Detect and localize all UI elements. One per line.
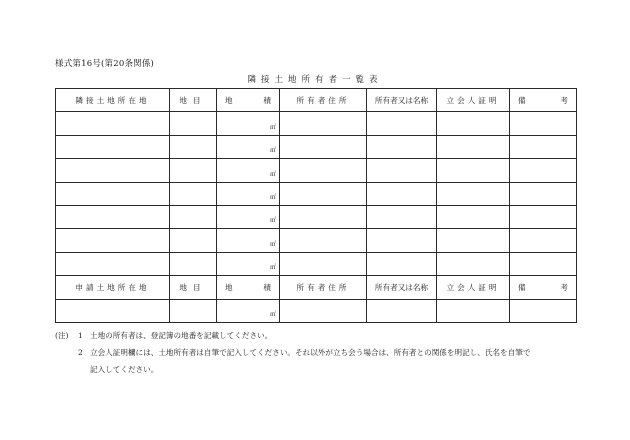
note-continuation: 記入してください。	[90, 365, 159, 374]
cell-witness[interactable]	[437, 182, 510, 205]
cell-land-category[interactable]	[170, 159, 217, 182]
header-land-category: 地目	[170, 276, 217, 299]
cell-witness[interactable]	[437, 205, 510, 228]
cell-witness[interactable]	[437, 159, 510, 182]
cell-area[interactable]	[217, 252, 280, 275]
cell-owner-name[interactable]	[367, 252, 437, 275]
cell-owner-address[interactable]	[280, 205, 367, 228]
header-remarks-char1: 備	[518, 95, 526, 105]
document-title: 隣接土地所有者一覧表	[247, 75, 383, 85]
cell-witness[interactable]	[437, 299, 510, 322]
table-row	[56, 135, 577, 158]
header-witness-certification: 立会人証明	[437, 276, 510, 299]
cell-witness[interactable]	[437, 229, 510, 252]
cell-area[interactable]	[217, 229, 280, 252]
cell-owner-name[interactable]	[367, 229, 437, 252]
cell-area[interactable]	[217, 159, 280, 182]
cell-remarks[interactable]	[510, 252, 577, 275]
cell-land-category[interactable]	[170, 135, 217, 158]
cell-land-category[interactable]	[170, 252, 217, 275]
header-area-char2: 積	[263, 95, 271, 105]
area-unit: ㎡	[269, 170, 276, 178]
cell-witness[interactable]	[437, 112, 510, 135]
header-owner-address: 所有者住所	[280, 89, 367, 112]
table-row	[56, 205, 577, 228]
cell-remarks[interactable]	[510, 229, 577, 252]
cell-area[interactable]	[217, 182, 280, 205]
note-number: 1	[78, 331, 83, 340]
header-owner-name: 所有者又は名称	[367, 276, 437, 299]
header-area-char1: 地	[225, 282, 233, 292]
note-number: 2	[78, 348, 83, 357]
cell-location[interactable]	[56, 112, 170, 135]
header-area	[217, 89, 280, 112]
cell-remarks[interactable]	[510, 135, 577, 158]
cell-owner-name[interactable]	[367, 112, 437, 135]
cell-location[interactable]	[56, 159, 170, 182]
header-owner-name: 所有者又は名称	[367, 89, 437, 112]
cell-land-category[interactable]	[170, 299, 217, 322]
cell-owner-address[interactable]	[280, 182, 367, 205]
table-row	[56, 159, 577, 182]
area-unit: ㎡	[269, 264, 276, 272]
area-unit: ㎡	[269, 240, 276, 248]
cell-owner-name[interactable]	[367, 135, 437, 158]
area-unit: ㎡	[269, 217, 276, 225]
cell-owner-address[interactable]	[280, 252, 367, 275]
form-number: 様式第16号(第20条関係)	[55, 59, 155, 69]
notes-section	[55, 327, 595, 378]
cell-remarks[interactable]	[510, 159, 577, 182]
table-row	[56, 112, 577, 135]
cell-owner-address[interactable]	[280, 229, 367, 252]
header-witness-certification: 立会人証明	[437, 89, 510, 112]
header-remarks	[510, 276, 577, 299]
header-owner-address: 所有者住所	[280, 276, 367, 299]
cell-remarks[interactable]	[510, 205, 577, 228]
cell-area[interactable]	[217, 299, 280, 322]
header-land-category: 地目	[170, 89, 217, 112]
cell-witness[interactable]	[437, 252, 510, 275]
header-remarks	[510, 89, 577, 112]
cell-location[interactable]	[56, 182, 170, 205]
note-item-2	[55, 344, 595, 361]
cell-location[interactable]	[56, 252, 170, 275]
cell-owner-name[interactable]	[367, 182, 437, 205]
header-applicant-location: 申請土地所在地	[56, 276, 170, 299]
area-unit: ㎡	[269, 147, 276, 155]
cell-owner-address[interactable]	[280, 159, 367, 182]
header-remarks-char2: 考	[560, 95, 568, 105]
cell-land-category[interactable]	[170, 229, 217, 252]
header-remarks-char2: 考	[560, 282, 568, 292]
cell-land-category[interactable]	[170, 182, 217, 205]
note-item-1	[55, 327, 595, 344]
area-unit: ㎡	[269, 193, 276, 201]
section1-header-row	[56, 89, 577, 112]
note-text: 立会人証明欄には、土地所有者は自筆で記入してください。それ以外が立ち会う場合は、所有者との関係を明記し、氏名を自筆で	[90, 348, 531, 357]
cell-area[interactable]	[217, 135, 280, 158]
cell-location[interactable]	[56, 135, 170, 158]
cell-remarks[interactable]	[510, 112, 577, 135]
cell-owner-name[interactable]	[367, 205, 437, 228]
adjacent-landowner-table	[55, 88, 577, 323]
table-row	[56, 229, 577, 252]
header-remarks-char1: 備	[518, 282, 526, 292]
cell-owner-address[interactable]	[280, 135, 367, 158]
cell-remarks[interactable]	[510, 299, 577, 322]
cell-owner-name[interactable]	[367, 159, 437, 182]
cell-area[interactable]	[217, 205, 280, 228]
header-area-char2: 積	[263, 282, 271, 292]
cell-owner-address[interactable]	[280, 112, 367, 135]
cell-land-category[interactable]	[170, 205, 217, 228]
cell-location[interactable]	[56, 229, 170, 252]
header-adjacent-location: 隣接土地所在地	[56, 89, 170, 112]
cell-remarks[interactable]	[510, 182, 577, 205]
cell-owner-address[interactable]	[280, 299, 367, 322]
cell-owner-name[interactable]	[367, 299, 437, 322]
cell-location[interactable]	[56, 205, 170, 228]
cell-witness[interactable]	[437, 135, 510, 158]
cell-land-category[interactable]	[170, 112, 217, 135]
table-row	[56, 182, 577, 205]
section2-header-row	[56, 276, 577, 299]
cell-location[interactable]	[56, 299, 170, 322]
header-area-char1: 地	[225, 95, 233, 105]
cell-area[interactable]	[217, 112, 280, 135]
table-row	[56, 299, 577, 322]
area-unit: ㎡	[269, 310, 276, 318]
notes-prefix: (注)	[55, 331, 69, 340]
header-area	[217, 276, 280, 299]
note-text: 土地の所有者は、登記簿の地番を記載してください。	[90, 331, 273, 340]
table-row	[56, 252, 577, 275]
area-unit: ㎡	[269, 123, 276, 131]
